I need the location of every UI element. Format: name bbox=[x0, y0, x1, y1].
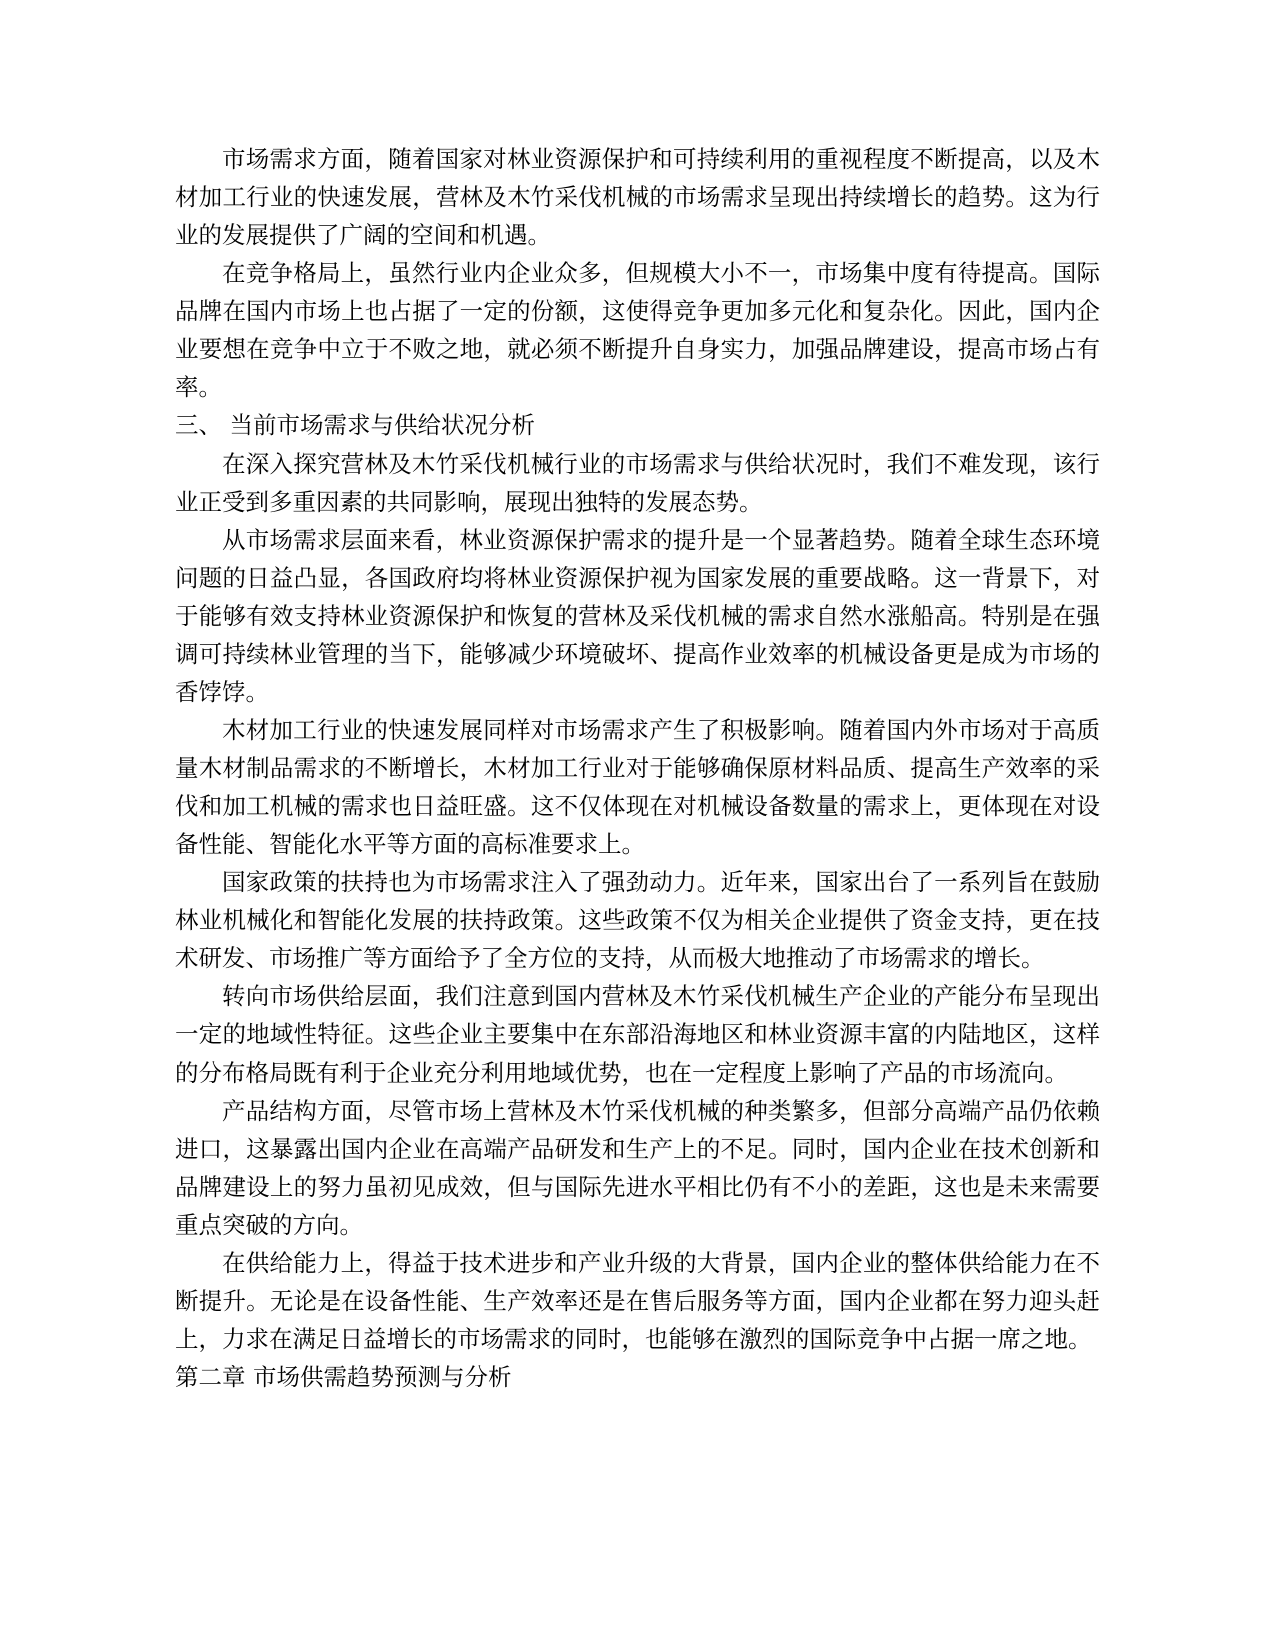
paragraph-product-structure: 产品结构方面，尽管市场上营林及木竹采伐机械的种类繁多，但部分高端产品仍依赖进口，这暴露出国内企业在高端产品研发和生产上的不足。同时，国内企业在技术创新和品牌建设上的努力虽初见成效，但与国际先进水平相比仍有不小的差距，这也是未来需要重点突破的方向。 bbox=[175, 1096, 1100, 1239]
document-body bbox=[175, 140, 1100, 1396]
paragraph-market-demand: 市场需求方面，随着国家对林业资源保护和可持续利用的重视程度不断提高，以及木材加工行业的快速发展，营林及木竹采伐机械的市场需求呈现出持续增长的趋势。这为行业的发展提供了广阔的空间和机遇。 bbox=[175, 145, 1100, 250]
heading-chapter-two: 第二章 市场供需趋势预测与分析 bbox=[175, 1363, 512, 1391]
paragraph-supply-distribution: 转向市场供给层面，我们注意到国内营林及木竹采伐机械生产企业的产能分布呈现出一定的地域性特征。这些企业主要集中在东部沿海地区和林业资源丰富的内陆地区，这样的分布格局既有利于企业充分利用地域优势，也在一定程度上影响了产品的市场流向。 bbox=[175, 982, 1100, 1087]
paragraph-national-policy: 国家政策的扶持也为市场需求注入了强劲动力。近年来，国家出台了一系列旨在鼓励林业机械化和智能化发展的扶持政策。这些政策不仅为相关企业提供了资金支持，更在技术研发、市场推广等方面给予了全方位的支持，从而极大地推动了市场需求的增长。 bbox=[175, 868, 1100, 973]
paragraph-wood-processing: 木材加工行业的快速发展同样对市场需求产生了积极影响。随着国内外市场对于高质量木材制品需求的不断增长，木材加工行业对于能够确保原材料品质、提高生产效率的采伐和加工机械的需求也日益旺盛。这不仅体现在对机械设备数量的需求上，更体现在对设备性能、智能化水平等方面的高标准要求上。 bbox=[175, 715, 1100, 859]
paragraph-forestry-protection: 从市场需求层面来看，林业资源保护需求的提升是一个显著趋势。随着全球生态环境问题的日益凸显，各国政府均将林业资源保护视为国家发展的重要战略。这一背景下，对于能够有效支持林业资源保护和恢复的营林及采伐机械的需求自然水涨船高。特别是在强调可持续林业管理的当下，能够减少环境破坏、提高作业效率的机械设备更是成为市场的香饽饽。 bbox=[175, 525, 1100, 706]
paragraph-competition: 在竞争格局上，虽然行业内企业众多，但规模大小不一，市场集中度有待提高。国际品牌在国内市场上也占据了一定的份额，这使得竞争更加多元化和复杂化。因此，国内企业要想在竞争中立于不败之地，就必须不断提升自身实力，加强品牌建设，提高市场占有率。 bbox=[175, 259, 1100, 402]
paragraph-intro-analysis: 在深入探究营林及木竹采伐机械行业的市场需求与供给状况时，我们不难发现，该行业正受到多重因素的共同影响，展现出独特的发展态势。 bbox=[175, 449, 1100, 516]
paragraph-supply-capacity: 在供给能力上，得益于技术进步和产业升级的大背景，国内企业的整体供给能力在不断提升。无论是在设备性能、生产效率还是在售后服务等方面，国内企业都在努力迎头赶上，力求在满足日益增长的市场需求的同时，也能够在激烈的国际竞争中占据一席之地。 bbox=[175, 1248, 1100, 1353]
heading-section-three: 三、 当前市场需求与供给状况分析 bbox=[175, 411, 535, 440]
